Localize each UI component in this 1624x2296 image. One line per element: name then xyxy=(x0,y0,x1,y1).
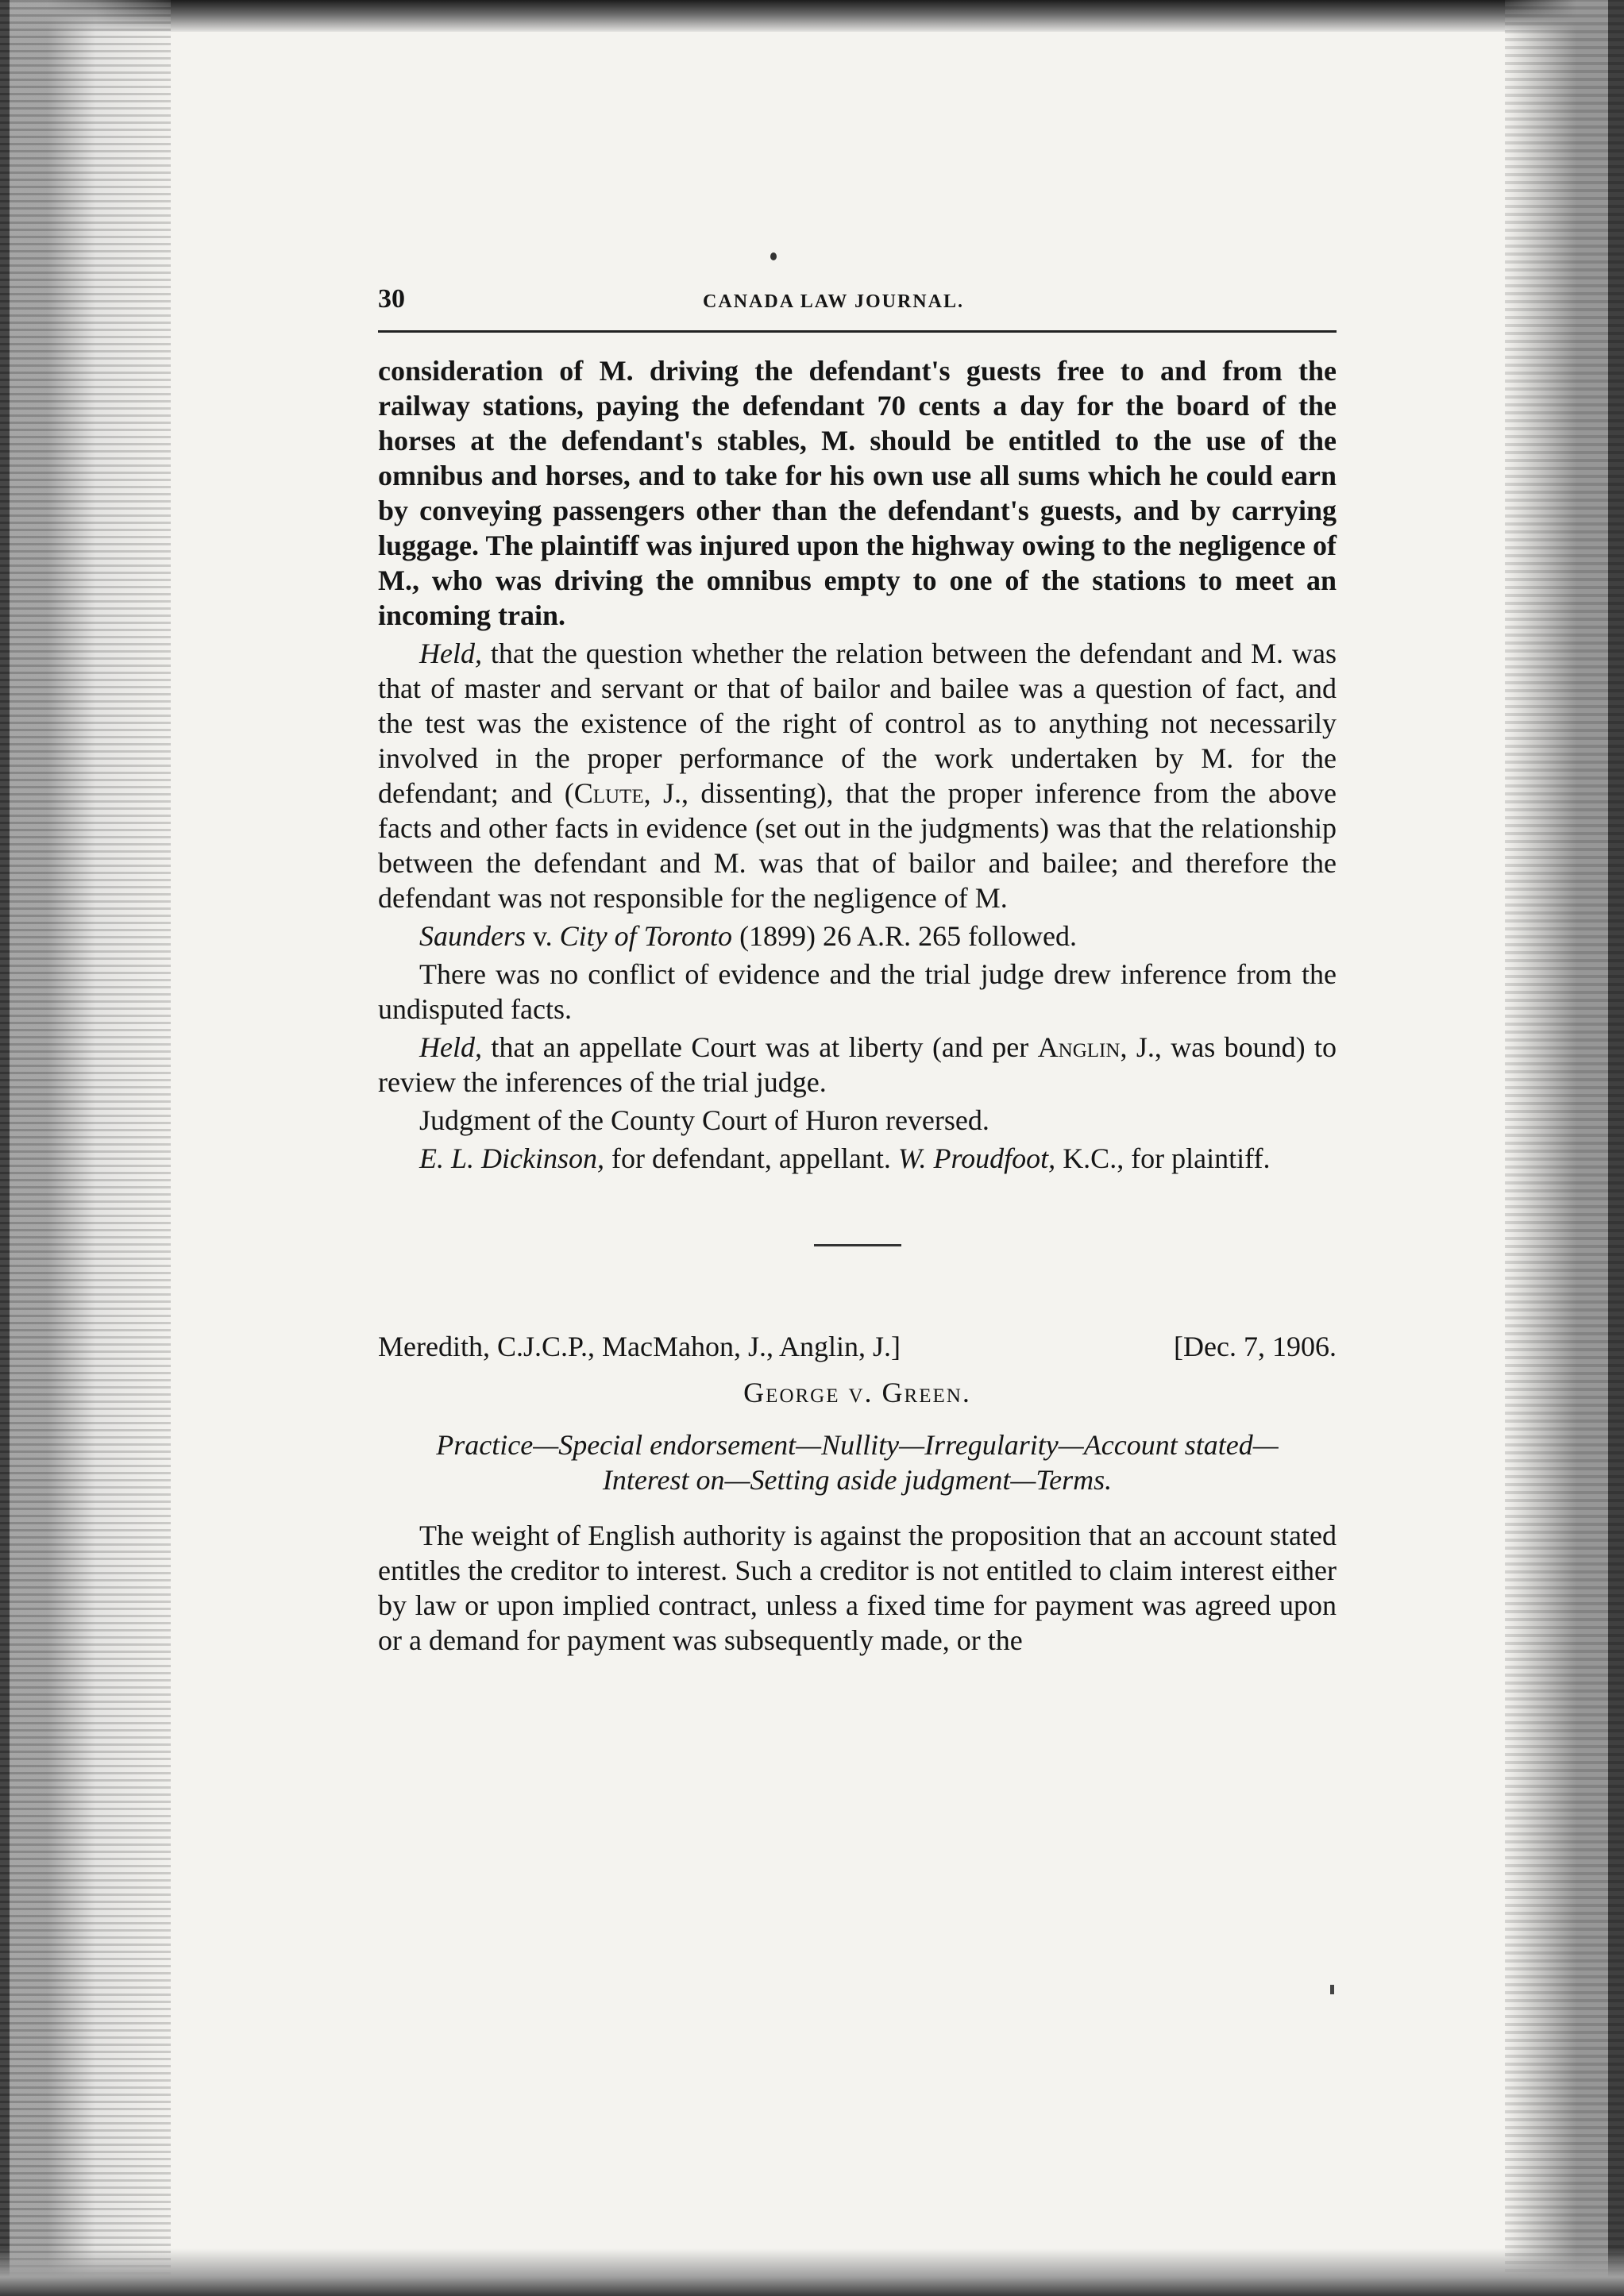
scan-edge-right xyxy=(1505,0,1624,2296)
case-body: The weight of English authority is against the proposition that an account stated entitles the creditor to interest. Such a creditor is not entitled to claim interest either by law or upon implied contract, unless a fixed time for payment was agreed upon or a demand for payment was subsequently made, or the xyxy=(378,1520,1337,1656)
scan-edge-left xyxy=(0,0,171,2296)
paragraph-counsel xyxy=(378,1141,1337,1176)
court-line xyxy=(378,1329,1337,1364)
paragraph-held-second xyxy=(378,1030,1337,1100)
case-party-toronto: City of Toronto xyxy=(559,920,733,952)
header-rule xyxy=(378,330,1337,333)
case-party-saunders: Saunders xyxy=(419,920,526,952)
judges: Meredith, C.J.C.P., MacMahon, J., Anglin, J.] xyxy=(378,1331,901,1362)
paragraph-judgment: Judgment of the County Court of Huron reversed. xyxy=(419,1104,989,1136)
paragraph-facts: consideration of M. driving the defendant's guests free to and from the railway stations, paying the defendant 70 cents a day for the board of the horses at the defendant's stables, M. should be entitled to the use of the omnibus and horses, and to take for his own use all sums which he could earn by conveying passengers other than the defendant's guests, and by carrying luggage. The plaintiff was injured upon the highway owing to the negligence of M., who was driving the omnibus empty to one of the stations to meet an incoming train. xyxy=(378,355,1337,631)
held-text-a: that the question whether the relation between the defendant and M. was that of master and servant or that of bailor and bailee was a question of fact, and the test was the existence of the right of control as to anything not necessarily involved in the proper performance of the work undertaken by M. for the defendant; and ( xyxy=(378,638,1337,809)
held2-text-a: that an appellate Court was at liberty (and per xyxy=(481,1031,1038,1063)
ink-speck xyxy=(1330,1985,1334,1994)
counsel-text-a: for defendant, appellant. xyxy=(604,1142,898,1174)
counsel-text-b: K.C., for plaintiff. xyxy=(1055,1142,1271,1174)
section-separator xyxy=(814,1244,901,1246)
scan-edge-top xyxy=(0,0,1624,32)
held-label: Held, xyxy=(419,638,482,669)
counsel-proudfoot: W. Proudfoot, xyxy=(897,1142,1056,1174)
held-label-2: Held, xyxy=(419,1031,482,1063)
held2-text-b: , J., was bound) to review the inferences of the trial judge. xyxy=(378,1031,1337,1098)
paragraph-citation xyxy=(378,919,1337,953)
held-text-b: , J., dissenting), that the proper inference from the above facts and other facts in evidence (set out in the judgments) was that the relationship between the defendant and M. was that of bailor and bailee; and therefore the defendant was not responsible for the negligence of M. xyxy=(378,777,1337,914)
judge-anglin: Anglin xyxy=(1037,1031,1121,1063)
paragraph-held-first xyxy=(378,636,1337,915)
case-title: George v. Green. xyxy=(743,1377,971,1408)
citation-rest: (1899) 26 A.R. 265 followed. xyxy=(732,920,1078,952)
decision-date: [Dec. 7, 1906. xyxy=(1174,1331,1337,1362)
journal-title: CANADA LAW JOURNAL. xyxy=(703,291,964,312)
paragraph-evidence: There was no conflict of evidence and the trial judge drew inference from the undisputed facts. xyxy=(378,958,1337,1025)
counsel-dickinson: E. L. Dickinson, xyxy=(419,1142,604,1174)
judge-clute: Clute xyxy=(573,777,644,809)
headnote: Practice—Special endorsement—Nullity—Irregularity—Account stated—Interest on—Setting aside judgment—Terms. xyxy=(436,1429,1279,1496)
ink-mark xyxy=(770,252,777,260)
page-content xyxy=(378,282,1337,1661)
scan-edge-bottom xyxy=(0,2248,1624,2296)
page-number: 30 xyxy=(378,284,405,314)
running-header xyxy=(378,282,1337,319)
versus: v. xyxy=(526,920,560,952)
